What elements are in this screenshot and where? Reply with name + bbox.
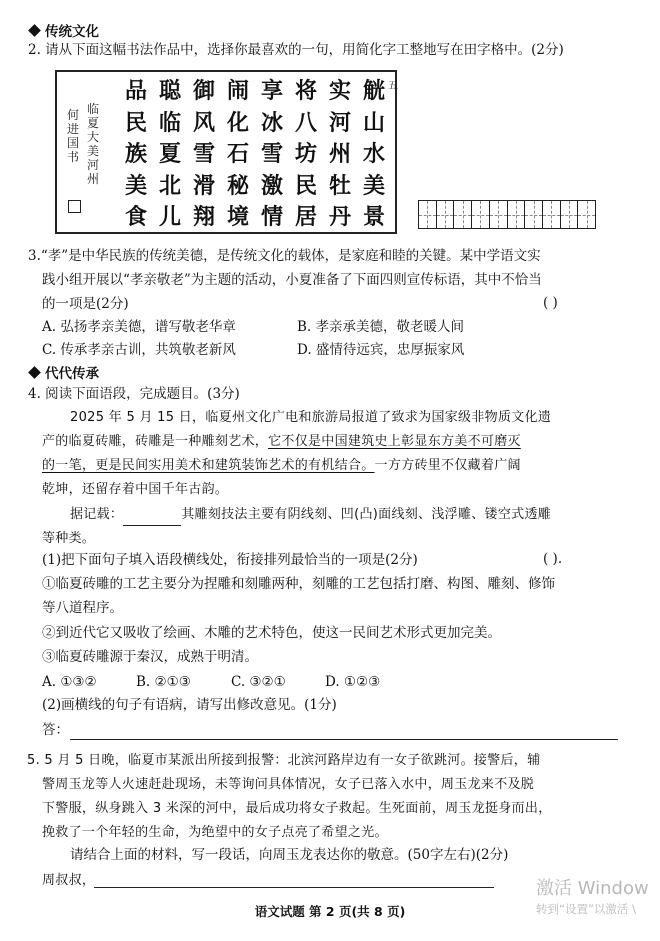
answer-line[interactable]: [70, 739, 618, 740]
answer-label: 答：: [42, 722, 69, 738]
question-3-line-2: 践小组开展以“孝亲敬老”为主题的活动，小夏准备了下面四则宣传标语，其中不恰当: [42, 272, 542, 288]
activation-watermark-title: 激活 Window: [536, 878, 649, 899]
subquestion-1: (1)把下面句子填入语段横线处，衔接排列最恰当的一项是(2分): [42, 552, 418, 568]
fill-in-blank[interactable]: [123, 511, 181, 526]
question-5-prompt: 请结合上面的材料，写一段话，向周玉龙表达你的敬意。(50字左右)(2分): [70, 847, 509, 863]
option-c: C. 传承孝亲古训，共筑敬老新风: [42, 342, 236, 358]
sentence-2: ②到近代它又吸收了绘画、木雕的艺术特色，使这一民间艺术形式更加完美。: [42, 625, 501, 641]
calligraphy-column-2: 实 河 州 牡 丹: [328, 78, 351, 230]
calligraphy-column-3: 将 八 坊 民 居: [294, 78, 317, 230]
section-heading-traditional-culture: 传统文化: [30, 20, 99, 40]
diamond-bullet-icon: [28, 24, 41, 37]
activation-watermark-subtitle: 转到“设置”以激活 \: [536, 902, 636, 916]
section-heading-generational-inheritance: 代代传承: [30, 362, 99, 382]
question-5-line-4: 挽救了一个年轻的生命，为绝望中的女子点亮了希望之光。: [42, 825, 388, 840]
calligraphy-column-4: 享 冰 雪 激 情: [260, 78, 283, 230]
question-3-line-3: 的一项是(2分): [42, 296, 129, 312]
tianzige-writing-grid[interactable]: [418, 200, 596, 229]
calligraphy-signature-name: 何 进 国 书: [66, 108, 79, 164]
grid-cell[interactable]: [508, 201, 526, 228]
passage-line-4: 乾坤，还留存着中国千年古韵。: [42, 482, 229, 497]
passage-line-3: 的一笔，更是民间实用美术和建筑装饰艺术的有机结合。一方方砖里不仅藏着广阔: [42, 458, 521, 473]
salutation: 周叔叔，: [42, 873, 96, 888]
answer-parentheses[interactable]: ( ): [543, 295, 558, 311]
sentence-3: ③临夏砖雕源于秦汉，成熟于明清。: [42, 649, 258, 665]
question-3-line-1: 3.“孝”是中华民族的传统美德，是传统文化的载体，是家庭和睦的关键。某中学语文实: [28, 248, 541, 264]
grid-cell[interactable]: [490, 201, 508, 228]
calligraphy-signature-mark: 五: [388, 81, 398, 92]
passage-line-6: 等种类。: [42, 531, 96, 546]
option-d: D. 盛情待远宾，忠厚振家风: [297, 342, 465, 358]
passage-line-2: 产的临夏砖雕，砖雕是一种雕刻艺术，它不仅是中国建筑史上彰显东方美不可磨灭: [42, 434, 521, 449]
passage-line-5: 据记载： 其雕刻技法主要有阴线刻、凹(凸)面线刻、浅浮雕、镂空式透雕: [70, 503, 551, 526]
question-2-text: 2. 请从下面这幅书法作品中，选择你最喜欢的一句，用简化字工整地写在田字格中。(2分): [28, 42, 564, 58]
option-c: C. ③②①: [231, 674, 286, 690]
grid-cell[interactable]: [454, 201, 472, 228]
option-b: B. ②①③: [136, 674, 191, 690]
answer-parentheses[interactable]: ( ).: [543, 551, 563, 567]
grid-cell[interactable]: [578, 201, 595, 228]
option-a: A. 弘扬孝亲美德，谱写敬老华章: [42, 319, 236, 335]
option-b: B. 孝亲承美德，敬老暖人间: [297, 319, 465, 335]
sentence-1-line-1: ①临夏砖雕的工艺主要分为捏雕和刻雕两种，刻雕的工艺包括打磨、构图、雕刻、修饰: [42, 576, 555, 592]
grid-cell[interactable]: [543, 201, 561, 228]
grid-cell[interactable]: [472, 201, 490, 228]
calligraphy-artwork: [55, 70, 397, 234]
option-a: A. ①③②: [42, 674, 97, 690]
question-5-line-2: 警周玉龙等人火速赶赴现场，未等询问具体情况，女子已落入水中，周玉龙来不及脱: [42, 777, 535, 792]
subquestion-2: (2)画横线的句子有语病，请写出修改意见。(1分): [42, 697, 337, 713]
underlined-sentence: 的一笔，更是民间实用美术和建筑装饰艺术的有机结合。: [42, 458, 375, 473]
calligraphy-column-8: 品 民 族 美 食: [124, 78, 147, 230]
question-4-title: 4. 阅读下面语段，完成题目。(3分): [28, 386, 240, 402]
grid-cell[interactable]: [419, 201, 437, 228]
option-d: D. ①②③: [325, 674, 381, 690]
seal-stamp-icon: [68, 200, 81, 213]
calligraphy-signature-column: 临 夏 大 美 河 州: [86, 102, 99, 186]
calligraphy-column-6: 御 风 雪 滑 翔: [192, 78, 215, 230]
question-5-line-1: 5. 5 月 5 日晚，临夏市某派出所接到报警：北滨河路岸边有一女子欲跳河。接警后，辅: [27, 753, 541, 768]
sentence-1-line-2: 等八道程序。: [42, 600, 123, 616]
diamond-bullet-icon: [28, 366, 41, 379]
question-5-line-3: 下警服，纵身跳入 3 米深的河中，最后成功将女子救起。生死面前，周玉龙挺身而出，: [42, 801, 552, 816]
grid-cell[interactable]: [437, 201, 455, 228]
page-footer: 语文试题 第 2 页(共 8 页): [254, 904, 406, 919]
writing-answer-line[interactable]: [94, 887, 494, 888]
calligraphy-column-5: 闹 化 石 秘 境: [226, 78, 249, 230]
grid-cell[interactable]: [525, 201, 543, 228]
calligraphy-column-1: 觥 山 水 美 景: [362, 78, 385, 230]
grid-cell[interactable]: [561, 201, 579, 228]
passage-line-1: 2025 年 5 月 15 日，临夏州文化广电和旅游局报道了致求为国家级非物质文化遗: [70, 410, 552, 425]
calligraphy-column-7: 聪 临 夏 北 儿: [158, 78, 181, 230]
